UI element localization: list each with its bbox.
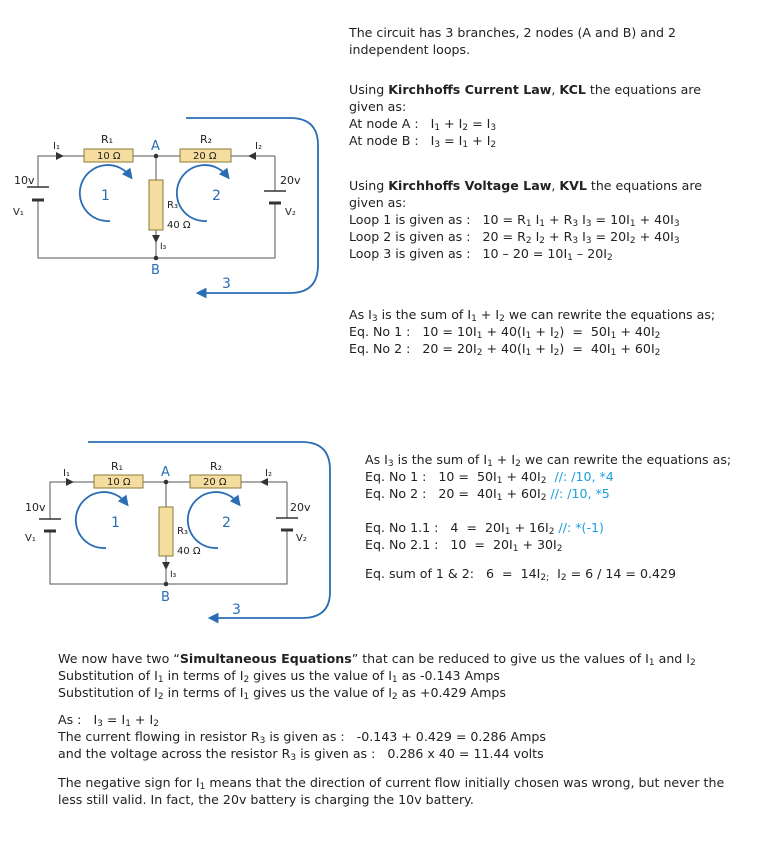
i3-label: I₃ (170, 570, 177, 580)
current-arrow-icon (66, 478, 74, 486)
v2-value: 20v (280, 174, 301, 187)
loop-3-label: 3 (232, 602, 241, 618)
r2-value: 20 Ω (203, 477, 227, 488)
node-a-label: A (161, 465, 170, 480)
eq-1: Eq. No 1 : $10 = 10I_1 + 40(I_1 + I_2) = 50I_1 + 40I_2$ (349, 324, 661, 341)
r3-label: R₃ (177, 526, 188, 537)
battery-icon (27, 187, 49, 200)
r1-value: 10 Ω (107, 477, 131, 488)
current-arrow-icon (260, 478, 268, 486)
simultaneous-section: We now have two “Simultaneous Equations” that can be reduced to give us the values of $I_1$ and $I_2$ Substitution of $I_1$ in terms of $I_2$ gives us the value of $I_1$ as -0.143 Amps Substitution of $I_2$ in terms of $I_1$ gives us the value of $I_2$ as +0.429 Amps As : $I_3 = I_1 + I_2$ The current flowing in resistor $R_3$ is given as : -0.143 + 0.429 = 0.286 Amps and the voltage across the resistor $R_3$ is given as : 0.286 x 40 = 11.44 volts The negative sign for $I_1$ means that the direction of current flow initially chosen was wrong, but never the less still valid. In fact, the 20v battery is charging the 10v battery. (58, 651, 725, 807)
eq-1: Eq. No 1 : $10 = 50I_1 + 40I_2$ //: /10, *4 (365, 469, 614, 486)
battery-icon (39, 519, 61, 531)
kvl-section: Using Kirchhoffs Voltage Law, KVL the equations are given as: Loop 1 is given as : $10 = R_1$ $I_1 + R_3$ $I_3 = 10I_1 + 40I_3$ Loop 2 is given as : $20 = R_2$ $I_2 + R_3$ $I_3 = 20I_2 + 40I_3$ Loop 3 is given as : $10 - 20 = 10I_1 - 20I_2$ (349, 178, 703, 263)
kcl-node-a: At node A : $I_1 + I_2 = I_3$ (349, 116, 497, 133)
loop-1-label: 1 (111, 515, 120, 531)
loop-2-label: 2 (212, 188, 221, 204)
intro-text: The circuit has 3 branches, 2 nodes (A and B) and 2 independent loops. (349, 25, 676, 57)
node-a-label: A (151, 139, 160, 154)
kvl-loop-2: Loop 2 is given as : $20 = R_2$ $I_2 + R_3$ $I_3 = 20I_2 + 40I_3$ (349, 229, 680, 246)
current-arrow-icon (248, 152, 256, 160)
v1-value: 10v (14, 174, 35, 187)
as-line: As : $I_3 = I_1 + I_2$ (58, 712, 159, 729)
resistor-icon (159, 507, 173, 556)
r1-label: R₁ (111, 460, 124, 473)
current-arrow-icon (56, 152, 64, 160)
current-arrow-icon (162, 562, 170, 570)
kcl-node-b: At node B : $I_3 = I_1 + I_2$ (349, 133, 497, 150)
eq-2-1: Eq. No 2.1 : $10 = 20I_1 + 30I_2$ (365, 537, 563, 554)
i1-label: I₁ (63, 468, 70, 479)
loop-1-label: 1 (101, 188, 110, 204)
v1-label: V₁ (25, 533, 36, 544)
battery-icon (276, 518, 298, 530)
kvl-loop-1: Loop 1 is given as : $10 = R_1$ $I_1 + R_3$ $I_3 = 10I_1 + 40I_3$ (349, 212, 680, 229)
kcl-section: Using Kirchhoffs Current Law, KCL the equations are given as: At node A : $I_1 + I_2 = I_3$ At node B : $I_3 = I_1 + I_2$ (349, 82, 702, 150)
kvl-loop-3: Loop 3 is given as : $10 - 20 = 10I_1 - 20I_2$ (349, 246, 613, 263)
eq-2: Eq. No 2 : $20 = 40I_1 + 60I_2$ //: /10, *5 (365, 486, 610, 503)
r1-label: R₁ (101, 133, 114, 146)
i2-label: I₂ (265, 468, 272, 479)
circuit-diagram-1 (0, 105, 330, 305)
battery-icon (264, 191, 286, 203)
r3-value: 40 Ω (177, 546, 201, 557)
eq-sum: Eq. sum of 1 & 2: $6 = 14I_{2;}$ $I_2 = 6 / 14 = 0.429$ (365, 566, 677, 583)
rewrite-section-1: As $I_3$ is the sum of $I_1 + I_2$ we can rewrite the equations as; Eq. No 1 : $10 = 10I_1 + 40(I_1 + I_2) = 50I_1 + 40I_2$ Eq. No 2 : $20 = 20I_2 + 40(I_1 + I_2) = 40I_1 + 60I_2$ (349, 307, 716, 358)
v1-value: 10v (25, 501, 46, 514)
rewrite-section-2: As $I_3$ is the sum of $I_1 + I_2$ we can rewrite the equations as; Eq. No 1 : $10 = 50I_1 + 40I_2$ //: /10, *4 Eq. No 2 : $20 = 40I_1 + 60I_2$ //: /10, *5 Eq. No 1.1 : $4 = 20I_1 + 16I_2$ //: *(-1) Eq. No 2.1 : $10 = 20I_1 + 30I_2$ Eq. sum of 1 & 2: $6 = 14I_{2;}$ $I_2 = 6 / 14 = 0.429$ (365, 452, 732, 583)
node-b-label: B (161, 590, 170, 605)
loop-arrow-icon (88, 442, 330, 618)
i1-label: I₁ (53, 141, 60, 152)
r2-value: 20 Ω (193, 151, 217, 162)
r3-value: 40 Ω (167, 220, 191, 231)
v1-label: V₁ (13, 207, 24, 218)
v2-value: 20v (290, 501, 311, 514)
node-b-dot (154, 256, 159, 261)
current-arrow-icon (152, 235, 160, 243)
r3-voltage-line: and the voltage across the resistor $R_3$ is given as : 0.286 x 40 = 11.44 volts (58, 746, 544, 763)
r3-label: R₃ (167, 200, 178, 211)
resistor-icon (149, 180, 163, 230)
eq-2: Eq. No 2 : $20 = 20I_2 + 40(I_1 + I_2) = 40I_1 + 60I_2$ (349, 341, 661, 358)
node-a-dot (164, 480, 169, 485)
r1-value: 10 Ω (97, 151, 121, 162)
v2-label: V₂ (285, 207, 296, 218)
loop-3-label: 3 (222, 276, 231, 292)
eq-1-1: Eq. No 1.1 : $4 = 20I_1 + 16I_2$ //: *(-1) (365, 520, 604, 537)
i2-label: I₂ (255, 141, 262, 152)
loop-2-label: 2 (222, 515, 231, 531)
node-b-dot (164, 582, 169, 587)
r3-current-line: The current flowing in resistor $R_3$ is given as : -0.143 + 0.429 = 0.286 Amps (58, 729, 546, 746)
r2-label: R₂ (200, 133, 213, 146)
circuit-diagram-2 (12, 432, 342, 627)
node-a-dot (154, 154, 159, 159)
negative-sign-note: The negative sign for $I_1$ means that the direction of current flow initially chosen was wrong, but never the (58, 775, 725, 792)
i3-label: I₃ (160, 242, 167, 252)
node-b-label: B (151, 263, 160, 278)
v2-label: V₂ (296, 533, 307, 544)
r2-label: R₂ (210, 460, 223, 473)
